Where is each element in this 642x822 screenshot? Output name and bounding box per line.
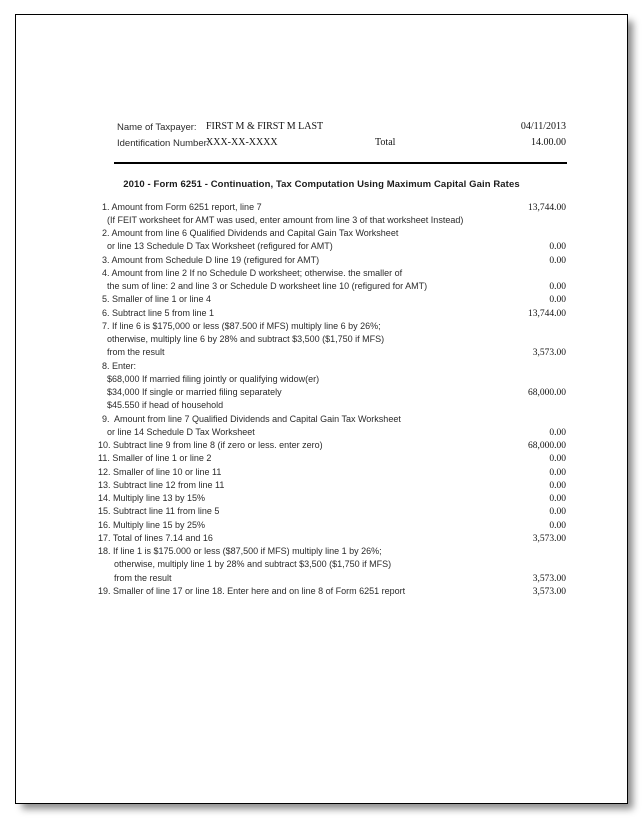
line-amount: 0.00 (549, 282, 566, 292)
document-page (15, 14, 628, 804)
line-text: 10. Subtract line 9 from line 8 (if zero or less. enter zero) (98, 440, 323, 450)
line-text: 11. Smaller of line 1 or line 2 (98, 453, 212, 464)
line-text: 16. Multiply line 15 by 25% (98, 519, 206, 530)
line-text: 8. Enter: (102, 360, 137, 371)
form-line-row (98, 307, 566, 320)
form-line-row (98, 333, 566, 346)
form-line-row (98, 572, 566, 585)
line-text: from the result (114, 572, 172, 583)
line-text: 14. Multiply line 13 by 15% (98, 493, 206, 503)
header-divider-rule (114, 162, 567, 164)
form-line-row (98, 386, 566, 399)
line-text: 2. Amount from line 6 Qualified Dividends and Capital Gain Tax Worksheet (102, 228, 399, 238)
form-line-row (98, 439, 566, 452)
form-line-row (98, 413, 566, 426)
line-amount: 0.00 (549, 454, 566, 465)
form-line-row (98, 479, 566, 492)
form-line-row (98, 214, 566, 227)
line-text: $34,000 If single or married filing separately (107, 387, 282, 397)
taxpayer-name-value: FIRST M & FIRST M LAST (206, 121, 324, 132)
line-text: otherwise, multiply line 6 by 28% and subtract $3,500 ($1,750 if MFS) (107, 334, 385, 344)
form-line-row (98, 585, 566, 598)
line-amount: 0.00 (549, 242, 566, 253)
line-text: 6. Subtract line 5 from line 1 (102, 307, 215, 318)
form-line-row (98, 545, 566, 558)
form-line-row (98, 346, 566, 359)
line-text: 4. Amount from line 2 If no Schedule D worksheet; otherwise. the smaller of (102, 267, 403, 278)
line-amount: 0.00 (549, 520, 566, 531)
total-label: Total (375, 137, 396, 148)
line-amount: 0.00 (549, 295, 566, 306)
form-title: 2010 - Form 6251 - Continuation, Tax Computation Using Maximum Capital Gain Rates (123, 179, 520, 190)
form-line-row (98, 519, 566, 532)
line-amount: 3,573.00 (532, 586, 566, 597)
line-text: $68,000 If married filing jointly or qualifying widow(er) (107, 373, 320, 384)
line-amount: 0.00 (549, 507, 566, 518)
form-line-row (98, 227, 566, 240)
line-amount: 68,000.00 (528, 441, 566, 451)
line-amount: 0.00 (549, 494, 566, 504)
line-text: 17. Total of lines 7.14 and 16 (98, 532, 213, 543)
identification-row (117, 136, 566, 152)
report-time: 14.00.00 (531, 137, 566, 148)
form-line-row (98, 558, 566, 571)
line-text: 18. If line 1 is $175.000 or less ($87,500 if MFS) multiply line 1 by 26%; (98, 546, 382, 556)
line-text: 15. Subtract line 11 from line 5 (98, 506, 220, 517)
line-text: 1. Amount from Form 6251 report, line 7 (102, 201, 262, 212)
form-lines (98, 201, 566, 599)
line-amount: 3,573.00 (532, 533, 566, 544)
line-amount: 3,573.00 (532, 573, 566, 584)
form-line-row (98, 320, 566, 333)
name-of-taxpayer-label: Name of Taxpayer: (117, 122, 197, 133)
line-text: 7. If line 6 is $175,000 or less ($87.500 if MFS) multiply line 6 by 26%; (102, 320, 381, 331)
line-amount: 13,744.00 (528, 308, 566, 319)
line-amount: 0.00 (549, 467, 566, 478)
form-line-row (98, 399, 566, 412)
identification-number-label: Identification Number: (117, 138, 210, 149)
line-text: otherwise, multiply line 1 by 28% and subtract $3,500 ($1,750 if MFS) (114, 559, 392, 570)
form-line-row (98, 452, 566, 465)
form-line-row (98, 280, 566, 293)
line-text: (If FEIT worksheet for AMT was used, enter amount from line 3 of that worksheet Instead) (107, 214, 464, 225)
line-text: 12. Smaller of line 10 or line 11 (98, 466, 222, 477)
form-line-row (98, 373, 566, 386)
line-text: or line 13 Schedule D Tax Worksheet (refigured for AMT) (107, 241, 333, 252)
form-line-row (98, 254, 566, 267)
form-line-row (98, 532, 566, 545)
line-amount: 0.00 (549, 427, 566, 438)
line-amount: 0.00 (549, 255, 566, 266)
line-text: from the result (107, 347, 165, 358)
form-line-row (98, 466, 566, 479)
line-amount: 0.00 (549, 480, 566, 491)
identification-number-value: XXX-XX-XXXX (206, 137, 278, 148)
line-text: 13. Subtract line 12 from line 11 (98, 479, 225, 490)
taxpayer-header (117, 120, 566, 152)
line-amount: 68,000.00 (528, 388, 566, 398)
taxpayer-name-row (117, 120, 566, 136)
form-line-row (98, 360, 566, 373)
form-line-row (98, 240, 566, 253)
form-line-row (98, 426, 566, 439)
report-date: 04/11/2013 (520, 121, 566, 132)
line-text: 5. Smaller of line 1 or line 4 (102, 294, 212, 305)
line-text: or line 14 Schedule D Tax Worksheet (107, 426, 255, 437)
line-text: the sum of line: 2 and line 3 or Schedule D worksheet line 10 (refigured for AMT) (107, 281, 428, 291)
form-line-row (98, 267, 566, 280)
line-text: 3. Amount from Schedule D line 19 (refigured for AMT) (102, 254, 320, 265)
line-amount: 3,573.00 (532, 348, 566, 359)
line-text: $45.550 if head of household (107, 400, 224, 411)
line-text: 9. Amount from line 7 Qualified Dividends and Capital Gain Tax Worksheet (102, 413, 401, 424)
form-line-row (98, 505, 566, 518)
line-amount: 13,744.00 (528, 202, 566, 213)
form-line-row (98, 293, 566, 306)
line-text: 19. Smaller of line 17 or line 18. Enter here and on line 8 of Form 6251 report (98, 585, 406, 596)
form-line-row (98, 201, 566, 214)
form-line-row (98, 492, 566, 505)
